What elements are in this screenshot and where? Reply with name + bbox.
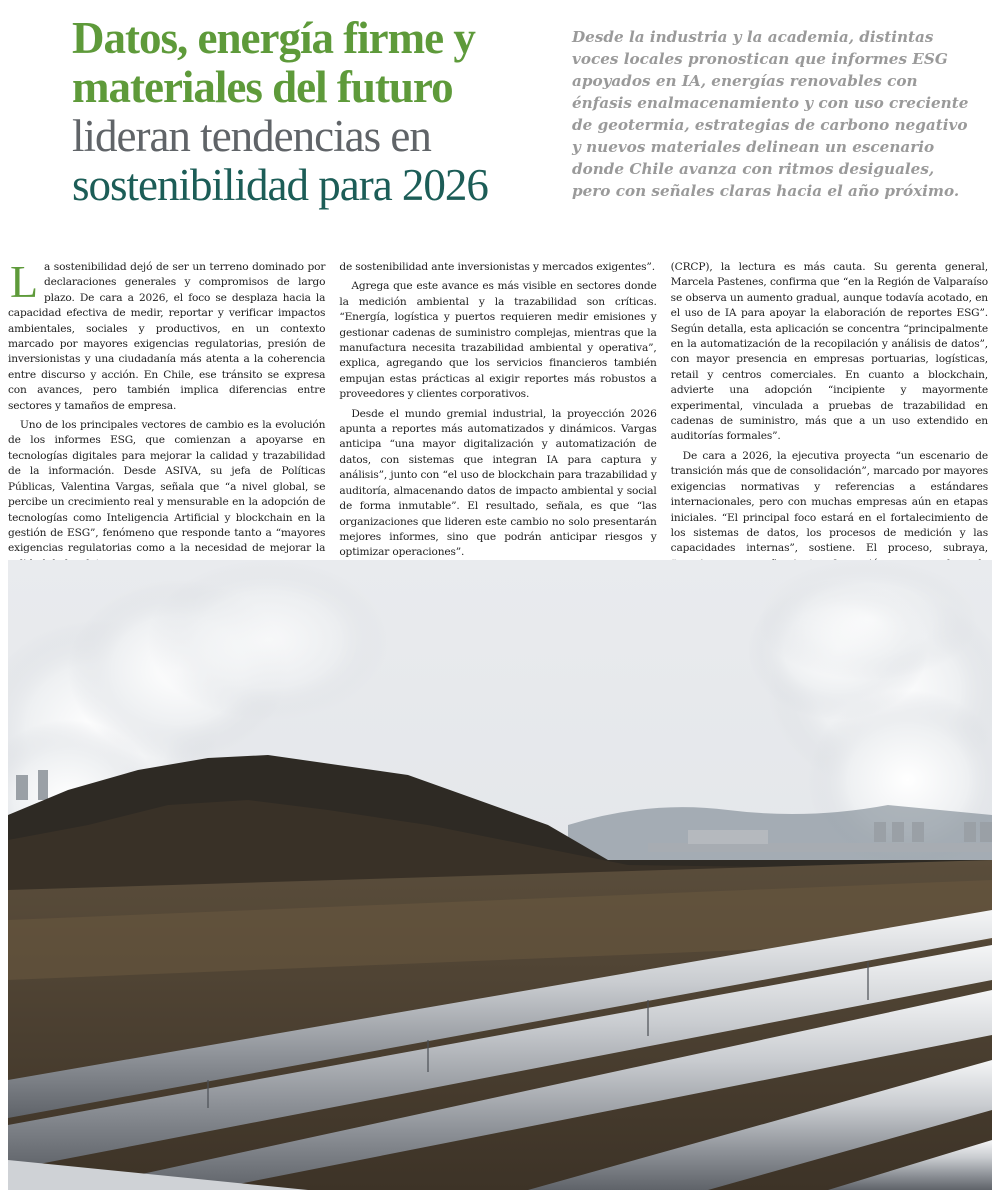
body-column-1 xyxy=(8,256,326,560)
body-paragraph: Uno de los principales vectores de cambio es la evolución de los informes ESG, que comienzan a apoyarse en tecnologías digitales para mejorar la calidad y trazabilidad de la información. Desde ASIVA, su jefa de Políticas Públicas, Valentina Vargas, señala que “a nivel global, se percibe un crecimiento real y mensurable en la adopción de tecnologías como Inteligencia Artificial y blockchain en la gestión de ESG”, fenómeno que responde tanto a “mayores exigencias regulatorias como a la necesidad de mejorar la xyxy=(8,419,326,555)
headline-line-2: materiales del futuro xyxy=(72,62,453,112)
headline xyxy=(72,14,562,210)
distant-pipeline xyxy=(648,843,992,852)
body-paragraph: De cara a 2026, la ejecutiva proyecta “un escenario de transición más que de consolidación”, marcado por mayores exigencias normativas y referencias a estándares internacionales, pero con muchas empresas aún en etapas iniciales. “El principal foco estará en el fortalecimiento de los sistemas de datos, los procesos de medición y las capacidades internas”, sostiene. El proceso, subraya, xyxy=(670,449,988,555)
headline-line-1: Datos, energía firme y xyxy=(72,13,475,63)
drop-cap: L xyxy=(10,256,38,307)
headline-line-3: lideran tendencias en xyxy=(72,111,431,161)
headline-line-4: sostenibilidad para 2026 xyxy=(72,160,488,210)
article-body xyxy=(8,256,988,560)
body-paragraph: Desde el mundo gremial industrial, la proyección 2026 apunta a reportes más automatizados y dinámicos. Vargas anticipa “una mayor digitalización y automatización de datos, con sistemas que integran IA para captura y análisis”, junto con “el uso de blockchain para trazabilidad y auditoría, almacenando datos de impacto ambiental y social de forma inmutable”. El resultado, señala, es que “las organizaciones que lideren este cambio no solo presentarán mejores informes, sino que podrán anticipar riesgos y optimizar operaciones”. xyxy=(339,407,657,559)
geothermal-plant-photo xyxy=(8,560,992,1190)
body-paragraph: de sostenibilidad ante inversionistas y mercados exigentes”. xyxy=(339,261,655,273)
body-paragraph: La sostenibilidad dejó de ser un terreno dominado por declaraciones generales y compromisos de largo plazo. De cara a 2026, el foco se desplaza hacia la capacidad efectiva de medir, reportar y verificar impactos ambientales, sociales y productivos, en un contexto marcado por mayores exigencias regulatorias, presión de inversionistas y una ciudadanía más atenta a la coherencia entre discurso y acción. En Chile, ese tránsito se expresa con avances, pero también implica diferencias entre sectores y tamaños de empresa. xyxy=(8,256,326,412)
article-deck: Desde la industria y la academia, distintas voces locales pronostican que informes ESG apoyados en IA, energías renovables con énfasis enalmacenamiento y con uso creciente de geotermia, estrategias de carbono negativo y nuevos materiales delinean un escenario donde Chile avanza con ritmos desiguales, pero con señales claras hacia el año próximo. xyxy=(572,28,969,200)
photo-illustration xyxy=(8,560,992,1190)
body-paragraph: (CRCP), la lectura es más cauta. Su gerenta general, Marcela Pastenes, confirma que “en la Región de Valparaíso se observa un aumento gradual, aunque todavía acotado, en el uso de IA para apoyar la elaboración de reportes ESG”. Según detalla, esta aplicación se concentra “principalmente en la automatización de la recopilación y análisis de datos”, con mayor presencia en empresas portuarias, logísticas, retail y centros comerciales. En cuanto a blockchain, advierte una adopción “incipiente y mayormente experimental, vinculada a pruebas de trazabilidad en cadenas de suministro, más que a un uso extendido en auditorías formales”. xyxy=(670,261,988,443)
body-column-2 xyxy=(339,260,656,560)
body-paragraph: Agrega que este avance es más visible en sectores donde la medición ambiental y la trazabilidad son críticas. “Energía, logística y puertos requieren medir emisiones y gestionar cadenas de suministro complejas, mientras que la manufactura necesita trazabilidad ambiental y operativa”, explica, agregando que los servicios financieros también empujan estas prácticas al exigir reportes más robustos a proveedores y clientes corporativos. xyxy=(339,280,657,401)
body-column-3 xyxy=(671,260,988,560)
